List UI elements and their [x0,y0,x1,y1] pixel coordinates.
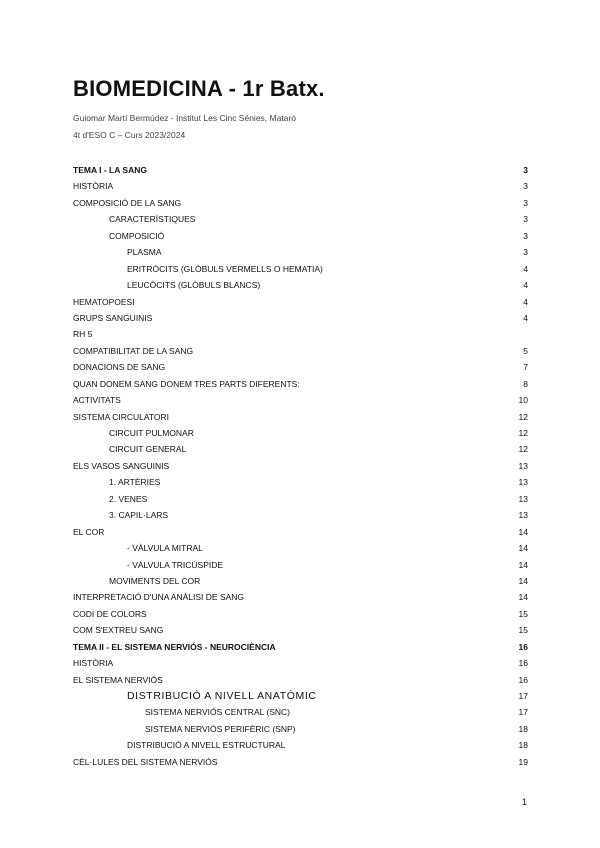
toc-entry-label: GRUPS SANGUINIS [73,312,153,323]
toc-entry-page: 5 [523,345,528,356]
toc-entry-label: DISTRIBUCIÓ A NIVELL ANATÒMIC [127,690,317,702]
toc-entry-page: 17 [518,691,528,701]
toc-entry-page: 3 [523,181,528,192]
toc-entry-page: 13 [518,510,528,521]
document-title: BIOMEDICINA - 1r Batx. [73,76,325,101]
toc-entry-label: CARACTERÍSTIQUES [109,214,196,225]
toc-entry-label: COMPATIBILITAT DE LA SANG [73,345,194,356]
toc-entry-page: 3 [523,197,528,208]
toc-entry[interactable] [73,162,528,178]
toc-entry[interactable] [73,343,528,359]
toc-entry[interactable] [73,655,528,671]
toc-entry[interactable] [73,425,528,441]
toc-entry-page: 3 [523,247,528,258]
toc-entry[interactable] [73,458,528,474]
toc-entry-label: COMPOSICIÓ DE LA SANG [73,197,182,208]
toc-entry-page: 12 [518,428,528,438]
toc-entry-page: 3 [523,214,528,225]
toc-entry-label: SISTEMA CIRCULATORI [73,411,170,422]
toc-entry-page: 16 [518,658,528,669]
toc-entry-label: INTERPRETACIÓ D'UNA ANÀLISI DE SANG [73,592,245,603]
toc-entry-label: CIRCUIT GENERAL [109,444,187,455]
toc-entry-label: ERITRÒCITS (GLÒBULS VERMELLS O HEMATIA) [127,263,323,274]
toc-entry-page: 16 [518,674,528,685]
toc-entry-label: HEMATOPOESI [73,296,135,307]
toc-entry-page: 15 [518,608,528,619]
table-of-contents [73,162,528,770]
toc-entry-page: 12 [518,444,528,455]
toc-entry-label: DONACIONS DE SANG [73,362,166,373]
toc-entry[interactable] [73,326,528,342]
toc-entry-label: HISTÒRIA [73,658,114,669]
toc-entry-page: 14 [518,592,528,603]
toc-entry-page: 3 [523,165,528,175]
toc-entry-label: RH 5 [73,329,93,340]
toc-entry-label: 1. ARTÈRIES [109,477,161,488]
toc-entry[interactable] [73,474,528,490]
toc-entry-label: CODI DE COLORS [73,608,147,619]
toc-entry[interactable] [73,261,528,277]
toc-entry-label: SISTEMA NERVIÓS PERIFÈRIC (SNP) [145,723,296,734]
toc-entry-label: DISTRIBUCIÓ A NIVELL ESTRUCTURAL [127,740,286,751]
page-number: 1 [521,797,527,807]
toc-entry-label: - VÀLVULA MITRAL [127,543,203,554]
toc-entry[interactable] [73,277,528,293]
toc-entry-page: 13 [518,493,528,504]
toc-entry[interactable] [73,211,528,227]
toc-entry-label: CÈL·LULES DEL SISTEMA NERVIÓS [73,756,218,767]
toc-entry[interactable] [73,228,528,244]
toc-entry-label: ACTIVITATS [73,395,121,406]
toc-entry[interactable] [73,195,528,211]
toc-entry-page: 14 [518,526,528,537]
toc-entry-label: 2. VENES [109,493,148,504]
toc-entry[interactable] [73,688,528,704]
toc-entry-page: 14 [518,543,528,554]
toc-entry-page: 19 [518,756,528,767]
author-line: Guiomar Martí Bermúdez - Institut Les Cinc Sénies, Mataró [73,113,296,123]
toc-entry-label: PLASMA [127,247,162,258]
toc-entry[interactable] [73,294,528,310]
toc-entry-page: 18 [518,740,528,751]
toc-entry-page: 4 [523,263,528,274]
toc-entry[interactable] [73,639,528,655]
toc-entry-label: MOVIMENTS DEL COR [109,575,201,586]
toc-entry[interactable] [73,244,528,260]
toc-entry[interactable] [73,491,528,507]
toc-entry-label: - VÀLVULA TRICÚSPIDE [127,559,224,570]
course-line: 4t d'ESO C – Curs 2023/2024 [73,130,186,140]
toc-entry[interactable] [73,737,528,753]
toc-entry-page: 13 [518,477,528,488]
toc-entry[interactable] [73,359,528,375]
toc-entry-page: 4 [523,312,528,323]
toc-entry[interactable] [73,754,528,770]
toc-entry-label: CIRCUIT PULMONAR [109,428,194,438]
toc-entry-page: 3 [523,230,528,241]
toc-entry-label: 3. CAPIL·LARS [109,510,169,521]
toc-entry-label: TEMA I - LA SANG [73,165,147,175]
toc-entry-label: EL SISTEMA NERVIÓS [73,674,163,685]
toc-entry-label: QUAN DONEM SANG DONEM TRES PARTS DIFERENTS: [73,378,300,389]
toc-entry-page: 16 [518,641,528,652]
toc-entry-label: COM S'EXTREU SANG [73,625,164,636]
toc-entry-page: 14 [518,575,528,586]
toc-entry[interactable] [73,310,528,326]
toc-entry-label: SISTEMA NERVIÓS CENTRAL (SNC) [145,707,290,718]
toc-entry-label: TEMA II - EL SISTEMA NERVIÓS - NEUROCIÈNCIA [73,641,276,652]
toc-entry[interactable] [73,589,528,605]
toc-entry-label: COMPOSICIÓ [109,230,165,241]
toc-entry[interactable] [73,672,528,688]
toc-entry[interactable] [73,573,528,589]
toc-entry[interactable] [73,409,528,425]
toc-entry[interactable] [73,704,528,720]
toc-entry-page: 8 [523,378,528,389]
toc-entry-page: 4 [523,280,528,291]
toc-entry[interactable] [73,721,528,737]
toc-entry-page: 10 [518,395,528,406]
toc-entry-page: 12 [518,411,528,422]
toc-entry-label: EL COR [73,526,105,537]
toc-entry[interactable] [73,557,528,573]
toc-entry[interactable] [73,507,528,523]
toc-entry-page: 4 [523,296,528,307]
toc-entry[interactable] [73,622,528,638]
toc-entry-label: ELS VASOS SANGUINIS [73,460,170,471]
toc-entry-label: LEUCÒCITS (GLÒBULS BLANCS) [127,280,261,291]
toc-entry-page: 17 [518,707,528,718]
toc-entry[interactable] [73,540,528,556]
toc-entry-page: 18 [518,723,528,734]
toc-entry[interactable] [73,606,528,622]
toc-entry-page: 15 [518,625,528,636]
toc-entry-page: 13 [518,460,528,471]
toc-entry[interactable] [73,392,528,408]
toc-entry-page: 7 [523,362,528,373]
toc-entry[interactable] [73,376,528,392]
toc-entry[interactable] [73,441,528,457]
toc-entry[interactable] [73,178,528,194]
toc-entry-label: HISTÒRIA [73,181,114,192]
toc-entry[interactable] [73,524,528,540]
toc-entry-page: 14 [518,559,528,570]
